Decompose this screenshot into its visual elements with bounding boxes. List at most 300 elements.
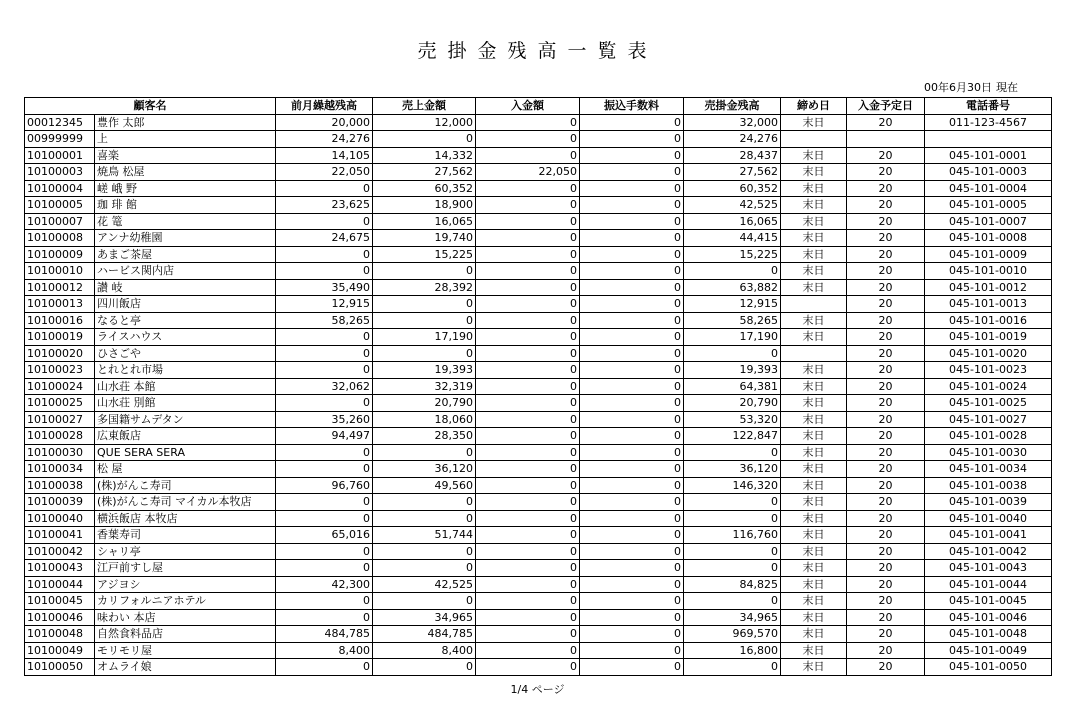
table-row [25, 329, 1052, 346]
cell-transfer-fee: 0 [580, 560, 684, 577]
cell-customer-name: 花 篭 [95, 213, 276, 230]
cell-customer-code: 10100044 [25, 576, 95, 593]
cell-balance: 116,760 [684, 527, 781, 544]
cell-closing-day: 末日 [781, 114, 847, 131]
cell-deposit: 0 [476, 263, 580, 280]
cell-phone: 045-101-0048 [925, 626, 1052, 643]
cell-deposit: 0 [476, 329, 580, 346]
cell-due-day: 20 [847, 114, 925, 131]
cell-transfer-fee: 0 [580, 279, 684, 296]
cell-phone: 045-101-0004 [925, 180, 1052, 197]
page-indicator: 1/4 ページ [510, 683, 565, 696]
cell-prev-balance: 0 [276, 263, 373, 280]
cell-customer-code: 10100045 [25, 593, 95, 610]
table-row [25, 609, 1052, 626]
cell-transfer-fee: 0 [580, 527, 684, 544]
cell-phone: 045-101-0044 [925, 576, 1052, 593]
table-row [25, 213, 1052, 230]
cell-closing-day: 末日 [781, 428, 847, 445]
cell-customer-name: QUE SERA SERA [95, 444, 276, 461]
cell-closing-day: 末日 [781, 230, 847, 247]
cell-closing-day: 末日 [781, 609, 847, 626]
table-row [25, 180, 1052, 197]
cell-phone: 045-101-0028 [925, 428, 1052, 445]
table-row [25, 461, 1052, 478]
cell-transfer-fee: 0 [580, 246, 684, 263]
cell-due-day: 20 [847, 626, 925, 643]
cell-prev-balance: 23,625 [276, 197, 373, 214]
cell-customer-name: 讃 岐 [95, 279, 276, 296]
cell-transfer-fee: 0 [580, 131, 684, 148]
cell-prev-balance: 20,000 [276, 114, 373, 131]
cell-customer-code: 10100038 [25, 477, 95, 494]
cell-customer-code: 10100019 [25, 329, 95, 346]
table-row [25, 494, 1052, 511]
cell-deposit: 0 [476, 411, 580, 428]
cell-customer-name: 多国籍サムデタン [95, 411, 276, 428]
cell-phone: 045-101-0010 [925, 263, 1052, 280]
cell-closing-day: 末日 [781, 527, 847, 544]
table-row [25, 114, 1052, 131]
cell-closing-day: 末日 [781, 246, 847, 263]
cell-customer-name: なると亭 [95, 312, 276, 329]
cell-transfer-fee: 0 [580, 444, 684, 461]
cell-customer-code: 10100020 [25, 345, 95, 362]
cell-customer-code: 10100046 [25, 609, 95, 626]
cell-customer-code: 10100023 [25, 362, 95, 379]
cell-customer-name: あまご茶屋 [95, 246, 276, 263]
cell-transfer-fee: 0 [580, 477, 684, 494]
cell-transfer-fee: 0 [580, 494, 684, 511]
cell-deposit: 0 [476, 494, 580, 511]
cell-transfer-fee: 0 [580, 213, 684, 230]
cell-customer-name: 自然食料品店 [95, 626, 276, 643]
cell-closing-day [781, 131, 847, 148]
as-of-date [924, 79, 1018, 95]
cell-sales: 8,400 [373, 642, 476, 659]
cell-transfer-fee: 0 [580, 609, 684, 626]
cell-sales: 17,190 [373, 329, 476, 346]
cell-deposit: 0 [476, 444, 580, 461]
cell-closing-day [781, 345, 847, 362]
cell-sales: 19,740 [373, 230, 476, 247]
cell-customer-code: 10100024 [25, 378, 95, 395]
cell-phone: 045-101-0025 [925, 395, 1052, 412]
report-title: 売掛金残高一覧表 [417, 40, 658, 62]
cell-prev-balance: 0 [276, 494, 373, 511]
table-row [25, 230, 1052, 247]
cell-prev-balance: 0 [276, 444, 373, 461]
table-row [25, 147, 1052, 164]
cell-due-day: 20 [847, 246, 925, 263]
cell-due-day: 20 [847, 312, 925, 329]
cell-prev-balance: 35,260 [276, 411, 373, 428]
cell-balance: 28,437 [684, 147, 781, 164]
cell-closing-day: 末日 [781, 543, 847, 560]
cell-prev-balance: 8,400 [276, 642, 373, 659]
cell-sales: 28,350 [373, 428, 476, 445]
cell-closing-day: 末日 [781, 312, 847, 329]
cell-due-day: 20 [847, 329, 925, 346]
table-row [25, 593, 1052, 610]
cell-balance: 0 [684, 510, 781, 527]
cell-phone: 045-101-0043 [925, 560, 1052, 577]
cell-due-day: 20 [847, 164, 925, 181]
cell-closing-day: 末日 [781, 147, 847, 164]
col-header-due-day: 入金予定日 [847, 98, 925, 115]
cell-balance: 32,000 [684, 114, 781, 131]
cell-transfer-fee: 0 [580, 114, 684, 131]
cell-prev-balance: 96,760 [276, 477, 373, 494]
cell-phone: 045-101-0040 [925, 510, 1052, 527]
cell-prev-balance: 65,016 [276, 527, 373, 544]
cell-prev-balance: 0 [276, 560, 373, 577]
cell-prev-balance: 0 [276, 345, 373, 362]
cell-sales: 0 [373, 494, 476, 511]
cell-transfer-fee: 0 [580, 329, 684, 346]
cell-prev-balance: 484,785 [276, 626, 373, 643]
cell-sales: 28,392 [373, 279, 476, 296]
cell-closing-day: 末日 [781, 461, 847, 478]
cell-prev-balance: 24,675 [276, 230, 373, 247]
table-row [25, 164, 1052, 181]
cell-transfer-fee: 0 [580, 180, 684, 197]
cell-deposit: 0 [476, 213, 580, 230]
cell-customer-code: 10100009 [25, 246, 95, 263]
cell-deposit: 0 [476, 527, 580, 544]
cell-sales: 0 [373, 444, 476, 461]
cell-customer-name: とれとれ市場 [95, 362, 276, 379]
cell-deposit: 0 [476, 197, 580, 214]
cell-sales: 0 [373, 659, 476, 676]
col-header-customer: 顧客名 [25, 98, 276, 115]
cell-transfer-fee: 0 [580, 411, 684, 428]
cell-deposit: 0 [476, 147, 580, 164]
cell-balance: 24,276 [684, 131, 781, 148]
cell-sales: 42,525 [373, 576, 476, 593]
cell-transfer-fee: 0 [580, 378, 684, 395]
cell-sales: 0 [373, 345, 476, 362]
cell-phone: 045-101-0008 [925, 230, 1052, 247]
cell-prev-balance: 0 [276, 543, 373, 560]
cell-phone: 045-101-0012 [925, 279, 1052, 296]
cell-deposit: 0 [476, 180, 580, 197]
cell-phone: 045-101-0027 [925, 411, 1052, 428]
cell-customer-name: 嵯 峨 野 [95, 180, 276, 197]
cell-deposit: 0 [476, 230, 580, 247]
cell-customer-code: 10100010 [25, 263, 95, 280]
cell-customer-name: (株)がんこ寿司 [95, 477, 276, 494]
cell-phone: 045-101-0038 [925, 477, 1052, 494]
cell-customer-code: 10100043 [25, 560, 95, 577]
table-row [25, 626, 1052, 643]
cell-balance: 58,265 [684, 312, 781, 329]
cell-balance: 969,570 [684, 626, 781, 643]
cell-prev-balance: 22,050 [276, 164, 373, 181]
cell-phone: 045-101-0013 [925, 296, 1052, 313]
cell-customer-code: 10100041 [25, 527, 95, 544]
cell-balance: 84,825 [684, 576, 781, 593]
cell-due-day: 20 [847, 428, 925, 445]
cell-sales: 0 [373, 263, 476, 280]
cell-sales: 0 [373, 543, 476, 560]
cell-customer-code: 10100034 [25, 461, 95, 478]
cell-phone: 045-101-0001 [925, 147, 1052, 164]
cell-deposit: 0 [476, 114, 580, 131]
cell-customer-name: 四川飯店 [95, 296, 276, 313]
cell-customer-code: 10100003 [25, 164, 95, 181]
cell-due-day: 20 [847, 345, 925, 362]
cell-due-day [847, 131, 925, 148]
cell-closing-day [781, 296, 847, 313]
cell-deposit: 0 [476, 543, 580, 560]
cell-due-day: 20 [847, 659, 925, 676]
cell-customer-code: 10100040 [25, 510, 95, 527]
cell-transfer-fee: 0 [580, 576, 684, 593]
cell-transfer-fee: 0 [580, 197, 684, 214]
cell-balance: 60,352 [684, 180, 781, 197]
cell-prev-balance: 42,300 [276, 576, 373, 593]
cell-prev-balance: 0 [276, 593, 373, 610]
cell-balance: 36,120 [684, 461, 781, 478]
cell-customer-name: 広東飯店 [95, 428, 276, 445]
cell-sales: 18,060 [373, 411, 476, 428]
cell-balance: 0 [684, 494, 781, 511]
cell-deposit: 0 [476, 626, 580, 643]
cell-customer-code: 00012345 [25, 114, 95, 131]
cell-sales: 51,744 [373, 527, 476, 544]
cell-phone: 045-101-0007 [925, 213, 1052, 230]
cell-due-day: 20 [847, 593, 925, 610]
cell-customer-name: 珈 琲 館 [95, 197, 276, 214]
cell-phone: 045-101-0009 [925, 246, 1052, 263]
cell-sales: 27,562 [373, 164, 476, 181]
cell-transfer-fee: 0 [580, 296, 684, 313]
table-row [25, 246, 1052, 263]
table-row [25, 477, 1052, 494]
cell-customer-code: 10100008 [25, 230, 95, 247]
cell-phone: 045-101-0023 [925, 362, 1052, 379]
cell-deposit: 0 [476, 279, 580, 296]
cell-customer-name: (株)がんこ寿司 マイカル本牧店 [95, 494, 276, 511]
cell-prev-balance: 0 [276, 461, 373, 478]
cell-due-day: 20 [847, 362, 925, 379]
cell-customer-code: 10100025 [25, 395, 95, 412]
cell-prev-balance: 0 [276, 659, 373, 676]
cell-balance: 12,915 [684, 296, 781, 313]
table-row [25, 395, 1052, 412]
cell-closing-day: 末日 [781, 362, 847, 379]
cell-customer-name: 山水荘 本館 [95, 378, 276, 395]
cell-transfer-fee: 0 [580, 230, 684, 247]
cell-due-day: 20 [847, 576, 925, 593]
cell-transfer-fee: 0 [580, 543, 684, 560]
cell-due-day: 20 [847, 197, 925, 214]
cell-sales: 0 [373, 510, 476, 527]
col-header-deposit: 入金額 [476, 98, 580, 115]
cell-customer-code: 00999999 [25, 131, 95, 148]
cell-closing-day: 末日 [781, 494, 847, 511]
cell-phone: 045-101-0049 [925, 642, 1052, 659]
cell-balance: 0 [684, 263, 781, 280]
cell-due-day: 20 [847, 642, 925, 659]
cell-customer-name: 喜楽 [95, 147, 276, 164]
cell-balance: 53,320 [684, 411, 781, 428]
cell-customer-code: 10100012 [25, 279, 95, 296]
table-row [25, 312, 1052, 329]
cell-closing-day: 末日 [781, 378, 847, 395]
cell-prev-balance: 0 [276, 213, 373, 230]
cell-customer-code: 10100016 [25, 312, 95, 329]
cell-customer-code: 10100030 [25, 444, 95, 461]
cell-sales: 19,393 [373, 362, 476, 379]
cell-balance: 16,065 [684, 213, 781, 230]
cell-customer-name: ひさごや [95, 345, 276, 362]
cell-due-day: 20 [847, 543, 925, 560]
cell-deposit: 0 [476, 560, 580, 577]
table-row [25, 560, 1052, 577]
cell-customer-code: 10100049 [25, 642, 95, 659]
table-row [25, 428, 1052, 445]
cell-balance: 17,190 [684, 329, 781, 346]
cell-closing-day: 末日 [781, 593, 847, 610]
cell-transfer-fee: 0 [580, 395, 684, 412]
as-of-suffix: 現在 [996, 81, 1018, 94]
cell-sales: 60,352 [373, 180, 476, 197]
cell-balance: 34,965 [684, 609, 781, 626]
cell-balance: 146,320 [684, 477, 781, 494]
cell-balance: 19,393 [684, 362, 781, 379]
col-header-phone: 電話番号 [925, 98, 1052, 115]
header-row [25, 98, 1052, 115]
cell-due-day: 20 [847, 560, 925, 577]
cell-deposit: 0 [476, 131, 580, 148]
cell-deposit: 22,050 [476, 164, 580, 181]
cell-transfer-fee: 0 [580, 428, 684, 445]
cell-transfer-fee: 0 [580, 659, 684, 676]
table-row [25, 345, 1052, 362]
cell-prev-balance: 0 [276, 246, 373, 263]
cell-customer-name: 上 [95, 131, 276, 148]
cell-deposit: 0 [476, 362, 580, 379]
cell-customer-code: 10100048 [25, 626, 95, 643]
cell-closing-day: 末日 [781, 411, 847, 428]
table-row [25, 131, 1052, 148]
cell-balance: 20,790 [684, 395, 781, 412]
cell-deposit: 0 [476, 428, 580, 445]
receivables-table [24, 97, 1052, 676]
cell-transfer-fee: 0 [580, 164, 684, 181]
cell-transfer-fee: 0 [580, 626, 684, 643]
cell-customer-name: カリフォルニアホテル [95, 593, 276, 610]
cell-due-day: 20 [847, 494, 925, 511]
cell-customer-code: 10100042 [25, 543, 95, 560]
cell-closing-day: 末日 [781, 626, 847, 643]
cell-customer-name: オムライ娘 [95, 659, 276, 676]
table-row [25, 197, 1052, 214]
cell-phone: 045-101-0041 [925, 527, 1052, 544]
cell-customer-code: 10100027 [25, 411, 95, 428]
cell-customer-code: 10100028 [25, 428, 95, 445]
table-row [25, 576, 1052, 593]
cell-customer-name: 焼鳥 松屋 [95, 164, 276, 181]
cell-customer-name: 香葉寿司 [95, 527, 276, 544]
cell-closing-day: 末日 [781, 510, 847, 527]
cell-due-day: 20 [847, 444, 925, 461]
cell-customer-name: ライスハウス [95, 329, 276, 346]
cell-sales: 484,785 [373, 626, 476, 643]
cell-balance: 44,415 [684, 230, 781, 247]
cell-prev-balance: 12,915 [276, 296, 373, 313]
cell-phone: 045-101-0039 [925, 494, 1052, 511]
cell-due-day: 20 [847, 279, 925, 296]
cell-phone: 011-123-4567 [925, 114, 1052, 131]
cell-balance: 0 [684, 593, 781, 610]
col-header-sales: 売上金額 [373, 98, 476, 115]
table-row [25, 263, 1052, 280]
table-row [25, 444, 1052, 461]
table-row [25, 378, 1052, 395]
cell-prev-balance: 0 [276, 395, 373, 412]
cell-prev-balance: 14,105 [276, 147, 373, 164]
cell-phone [925, 131, 1052, 148]
cell-closing-day: 末日 [781, 576, 847, 593]
cell-deposit: 0 [476, 296, 580, 313]
table-row [25, 411, 1052, 428]
cell-closing-day: 末日 [781, 279, 847, 296]
cell-customer-name: 山水荘 別館 [95, 395, 276, 412]
cell-deposit: 0 [476, 576, 580, 593]
cell-phone: 045-101-0045 [925, 593, 1052, 610]
cell-transfer-fee: 0 [580, 461, 684, 478]
cell-transfer-fee: 0 [580, 642, 684, 659]
cell-customer-name: 豊作 太郎 [95, 114, 276, 131]
cell-balance: 63,882 [684, 279, 781, 296]
cell-deposit: 0 [476, 609, 580, 626]
cell-closing-day: 末日 [781, 395, 847, 412]
cell-customer-name: アジヨシ [95, 576, 276, 593]
cell-prev-balance: 35,490 [276, 279, 373, 296]
cell-deposit: 0 [476, 477, 580, 494]
cell-customer-name: ハービス関内店 [95, 263, 276, 280]
cell-due-day: 20 [847, 510, 925, 527]
cell-prev-balance: 0 [276, 609, 373, 626]
cell-deposit: 0 [476, 395, 580, 412]
table-row [25, 543, 1052, 560]
col-header-balance: 売掛金残高 [684, 98, 781, 115]
cell-balance: 122,847 [684, 428, 781, 445]
cell-due-day: 20 [847, 477, 925, 494]
col-header-prev-balance: 前月繰越残高 [276, 98, 373, 115]
table-row [25, 659, 1052, 676]
table-row [25, 362, 1052, 379]
cell-transfer-fee: 0 [580, 147, 684, 164]
cell-balance: 16,800 [684, 642, 781, 659]
cell-transfer-fee: 0 [580, 312, 684, 329]
cell-customer-code: 10100050 [25, 659, 95, 676]
cell-closing-day: 末日 [781, 477, 847, 494]
cell-transfer-fee: 0 [580, 593, 684, 610]
cell-due-day: 20 [847, 230, 925, 247]
cell-phone: 045-101-0020 [925, 345, 1052, 362]
cell-sales: 0 [373, 296, 476, 313]
cell-customer-name: 味わい 本店 [95, 609, 276, 626]
cell-due-day: 20 [847, 527, 925, 544]
cell-customer-name: 江戸前すし屋 [95, 560, 276, 577]
cell-sales: 0 [373, 131, 476, 148]
cell-closing-day: 末日 [781, 560, 847, 577]
cell-due-day: 20 [847, 461, 925, 478]
